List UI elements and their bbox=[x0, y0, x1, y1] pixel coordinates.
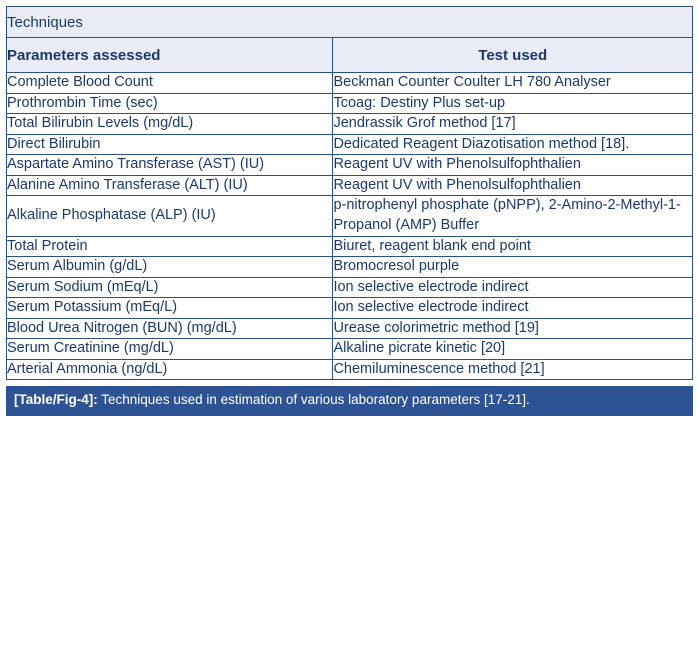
table-row bbox=[7, 93, 693, 114]
table-row bbox=[7, 134, 693, 155]
cell-test: Chemiluminescence method [21] bbox=[333, 359, 693, 380]
cell-test: Alkaline picrate kinetic [20] bbox=[333, 339, 693, 360]
cell-parameter: Arterial Ammonia (ng/dL) bbox=[7, 359, 333, 380]
column-header-parameters: Parameters assessed bbox=[7, 38, 333, 73]
cell-test: Ion selective electrode indirect bbox=[333, 298, 693, 319]
table-row bbox=[7, 155, 693, 176]
cell-test: Beckman Counter Coulter LH 780 Analyser bbox=[333, 73, 693, 94]
cell-parameter: Total Protein bbox=[7, 236, 333, 257]
table-header-row bbox=[7, 38, 693, 73]
table-row bbox=[7, 114, 693, 135]
cell-test: Reagent UV with Phenolsulfophthalien bbox=[333, 175, 693, 196]
cell-parameter: Total Bilirubin Levels (mg/dL) bbox=[7, 114, 333, 135]
table-title: Techniques bbox=[7, 7, 693, 38]
cell-test: Tcoag: Destiny Plus set-up bbox=[333, 93, 693, 114]
table-row bbox=[7, 175, 693, 196]
cell-parameter: Serum Sodium (mEq/L) bbox=[7, 277, 333, 298]
table-body bbox=[7, 7, 693, 380]
techniques-table bbox=[6, 6, 693, 380]
cell-parameter: Alanine Amino Transferase (ALT) (IU) bbox=[7, 175, 333, 196]
table-caption bbox=[6, 386, 693, 415]
caption-text: Techniques used in estimation of various laboratory parameters [17-21]. bbox=[101, 392, 530, 408]
table-row bbox=[7, 236, 693, 257]
cell-parameter: Alkaline Phosphatase (ALP) (IU) bbox=[7, 196, 333, 236]
cell-test: Biuret, reagent blank end point bbox=[333, 236, 693, 257]
cell-parameter: Serum Creatinine (mg/dL) bbox=[7, 339, 333, 360]
table-row bbox=[7, 196, 693, 236]
cell-test: Reagent UV with Phenolsulfophthalien bbox=[333, 155, 693, 176]
column-header-test: Test used bbox=[333, 38, 693, 73]
table-row bbox=[7, 277, 693, 298]
table-row bbox=[7, 359, 693, 380]
cell-parameter: Complete Blood Count bbox=[7, 73, 333, 94]
cell-test: Ion selective electrode indirect bbox=[333, 277, 693, 298]
cell-test: Urease colorimetric method [19] bbox=[333, 318, 693, 339]
cell-parameter: Aspartate Amino Transferase (AST) (IU) bbox=[7, 155, 333, 176]
cell-parameter: Serum Potassium (mEq/L) bbox=[7, 298, 333, 319]
table-row bbox=[7, 339, 693, 360]
table-row bbox=[7, 257, 693, 278]
cell-parameter: Serum Albumin (g/dL) bbox=[7, 257, 333, 278]
caption-label: [Table/Fig-4]: bbox=[14, 392, 98, 408]
table-row bbox=[7, 73, 693, 94]
cell-test: Jendrassik Grof method [17] bbox=[333, 114, 693, 135]
cell-test: Bromocresol purple bbox=[333, 257, 693, 278]
cell-test: p-nitrophenyl phosphate (pNPP), 2-Amino-2-Methyl-1-Propanol (AMP) Buffer bbox=[333, 196, 693, 236]
table-row bbox=[7, 298, 693, 319]
table-row bbox=[7, 318, 693, 339]
cell-parameter: Direct Bilirubin bbox=[7, 134, 333, 155]
cell-parameter: Blood Urea Nitrogen (BUN) (mg/dL) bbox=[7, 318, 333, 339]
table-title-row bbox=[7, 7, 693, 38]
cell-parameter: Prothrombin Time (sec) bbox=[7, 93, 333, 114]
cell-test: Dedicated Reagent Diazotisation method [18]. bbox=[333, 134, 693, 155]
